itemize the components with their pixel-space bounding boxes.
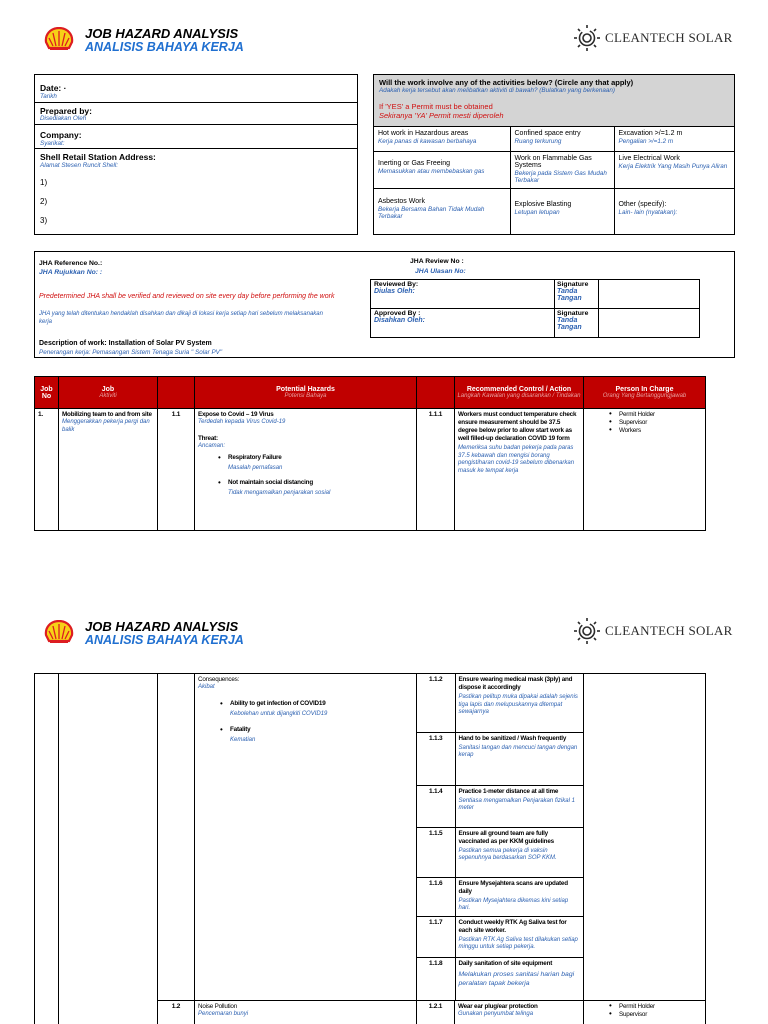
page-title: JOB HAZARD ANALYSIS: [85, 619, 239, 634]
signature-cell: Signature Tanda Tangan: [555, 309, 599, 338]
review-sub: JHA Ulasan No:: [415, 268, 466, 275]
control-row: 1.1.5 Ensure all ground team are fully vaccinated as per KKM guidelines Pastikan semua pekerja di vaksin sepenuhnya berdasarkan SOP KKM.: [417, 827, 583, 877]
shell-logo: [44, 27, 74, 56]
ref-label: JHA Reference No.:: [39, 260, 103, 267]
predetermined-sub: JHA yang telah ditentukan hendaklah disahkan dan dikaji di lokasi kerja setiap hari sebelum melaksanakan kerja: [39, 311, 323, 325]
shell-logo-icon: [44, 27, 74, 51]
permit-cell[interactable]: Live Electrical Work Kerja Elektrik Yang Masih Punya Aliran: [614, 151, 734, 188]
approval-table: [370, 279, 700, 338]
shell-logo: [44, 620, 74, 649]
col-job: Job Aktiviti: [59, 377, 158, 409]
permit-header: [374, 75, 734, 127]
hazard-number-empty: [158, 674, 195, 1001]
job-number: 1.: [35, 409, 59, 531]
person-cell: [584, 409, 706, 531]
company-sub: Syarikat:: [40, 140, 65, 147]
address-label: Shell Retail Station Address:: [40, 152, 156, 162]
job-cell: Mobilizing team to and from site Menggerakkan pekerja pergi dan balik: [59, 409, 158, 531]
sun-logo-icon: [572, 25, 602, 51]
col-hazards: Potential Hazards Potensi Bahaya: [195, 377, 417, 409]
work-description-sub: Penerangan kerja: Pemasangan Sistem Tenaga Suria " Solar PV": [39, 349, 223, 356]
col-spacer: [417, 377, 455, 409]
person-item: • Supervisor: [609, 1011, 702, 1019]
permit-cell[interactable]: Confined space entry Ruang terkurung: [510, 127, 614, 151]
control-row: 1.1.2 Ensure wearing medical mask (3ply) and dispose it accordingly Pastikan pelitup muka dipakai adalah sejenis tiga lapis dan melupuskannya ditempat sewajarnya: [417, 674, 583, 732]
signature-field[interactable]: [599, 309, 700, 338]
hazard-cell: Expose to Covid – 19 Virus Terdedah kepada Virus Covid-19 Threat: Ancaman: • Respiratory Failure Masalah pernafasan • Not maintain social distancing Tidak mengamalkan penjarakan sosial: [195, 409, 417, 531]
person-cell-empty: [584, 674, 706, 1001]
hazard-number: 1.2: [158, 1001, 195, 1024]
control-number: 1.1.1: [417, 409, 455, 531]
prepared-row: [35, 103, 357, 125]
shell-logo-icon: [44, 620, 74, 644]
col-control: Recommended Control / Action Langkah Kawalan yang disarankan / Tindakan: [455, 377, 584, 409]
person-item: • Supervisor: [609, 419, 702, 427]
hazard-number: 1.1: [158, 409, 195, 531]
address-line-2: 2): [40, 197, 48, 206]
permit-question-sub: Adakah kerja tersebut akan melibatkan aktiviti di bawah? (Bulatkan yang berkenaan): [379, 87, 615, 94]
permit-cell[interactable]: Excavation >/=1.2 m Pengalian >/=1.2 m: [614, 127, 734, 151]
address-sub: Alamat Stesen Runcit Shell:: [40, 162, 119, 169]
page-subtitle: ANALISIS BAHAYA KERJA: [85, 40, 244, 54]
control-cell: Wear ear plug/ear protection Gunakan penyumbat telinga: [455, 1001, 584, 1024]
col-spacer: [158, 377, 195, 409]
job-number-empty: [35, 674, 59, 1024]
hazard-cell: Noise Pollution Pencemaran bunyi: [195, 1001, 417, 1024]
address-row: [35, 149, 357, 225]
permit-yes-sub: Sekiranya 'YA' Permit mesti diperoleh: [379, 111, 504, 120]
company-row: [35, 125, 357, 149]
reference-box: [34, 251, 735, 358]
address-line-3: 3): [40, 216, 48, 225]
permit-box: [373, 74, 735, 235]
permit-cell[interactable]: Work on Flammable Gas Systems Bekerja pada Sistem Gas Mudah Terbakar: [510, 151, 614, 188]
control-cell: Workers must conduct temperature check ensure measurement should be 37.5 degree below prior to allow start work as well filled-up declaration COVID 19 form Memeriksa suhu badan pekerja pada paras 37.5 kebawah dan mengisi borang pengistiharan covid-19 sebelum dibenarkan masuk ke tempat kerja: [455, 409, 584, 531]
date-label: Date: ·: [40, 83, 67, 93]
page-subtitle: ANALISIS BAHAYA KERJA: [85, 633, 244, 647]
person-item: • Permit Holder: [609, 1003, 702, 1011]
cleantech-logo: [572, 618, 733, 644]
control-group: [417, 674, 584, 1001]
date-row: [35, 75, 357, 103]
signature-cell: Signature Tanda Tangan: [555, 280, 599, 309]
cleantech-logo: [572, 25, 733, 51]
person-item: • Permit Holder: [609, 411, 702, 419]
company-label: Company:: [40, 130, 82, 140]
page-title: JOB HAZARD ANALYSIS: [85, 26, 239, 41]
signature-field[interactable]: [599, 280, 700, 309]
address-line-1: 1): [40, 178, 48, 187]
permit-cell[interactable]: Other (specify): Lain- lain (nyatakan):: [614, 188, 734, 234]
control-row: 1.1.3 Hand to be sanitized / Wash frequently Sanitasi tangan dan mencuci tangan dengan kerap: [417, 732, 583, 785]
control-row: 1.1.4 Practice 1-meter distance at all time Sentiasa mengamalkan Penjarakan fizikal 1 meter: [417, 785, 583, 827]
table-row: [35, 409, 706, 531]
permit-yes-line: If 'YES' a Permit must be obtained: [379, 102, 493, 111]
col-job-no: Job No: [35, 377, 59, 409]
permit-question: Will the work involve any of the activities below? (Circle any that apply): [379, 78, 634, 87]
permit-cell[interactable]: Explosive Blasting Letupan letupan: [510, 188, 614, 234]
review-label: JHA Review No :: [410, 258, 464, 265]
prepared-sub: Disediakan Oleh: [40, 115, 87, 122]
control-row: 1.1.8 Daily sanitation of site equipment Melakukan proses sanitasi harian bagi peralatan tapak bekerja: [417, 957, 583, 1000]
ref-sub: JHA Rujukkan No: :: [39, 269, 103, 276]
work-description: Description of work: Installation of Solar PV System: [39, 340, 212, 347]
control-list: [417, 674, 583, 1000]
person-item: • Workers: [609, 427, 702, 435]
hazard-table-continued: [34, 673, 706, 1024]
reviewed-cell: Reviewed By: Diulas Oleh:: [371, 280, 555, 309]
permit-grid: [374, 127, 734, 234]
date-sub: Tarikh: [40, 93, 57, 100]
prepared-label: Prepared by:: [40, 106, 92, 116]
brand-name: CLEANTECH SOLAR: [605, 30, 733, 45]
control-row: 1.1.6 Ensure Mysejahtera scans are updated daily Pastikan Mysejahtera dikemas kini setiap hari.: [417, 877, 583, 916]
approved-cell: Approved By : Disahkan Oleh:: [371, 309, 555, 338]
control-row: 1.1.7 Conduct weekly RTK Ag Saliva test for each site worker. Pastikan RTK Ag Saliva test dilakukan setiap minggu untuk setiap pekerja.: [417, 916, 583, 957]
person-cell: [584, 1001, 706, 1024]
sun-logo-icon: [572, 618, 602, 644]
hazard-table: [34, 376, 706, 531]
col-person: Person In Charge Orang Yang Bertanggungjawab: [584, 377, 706, 409]
job-cell-empty: [59, 674, 158, 1024]
hazard-cell: Consequences: Akibat • Ability to get infection of COVID19 Kebolehan untuk dijangkiti COVID19 • Fatality Kematian: [195, 674, 417, 1001]
permit-cell[interactable]: Asbestos Work Bekerja Bersama Bahan Tidak Mudah Terbakar: [374, 188, 510, 234]
permit-cell[interactable]: Hot work in Hazardous areas Kerja panas di kawasan berbahaya: [374, 127, 510, 151]
control-number: 1.2.1: [417, 1001, 455, 1024]
predetermined-note: Predetermined JHA shall be verified and reviewed on site every day before performing the work: [39, 293, 335, 300]
info-box: [34, 74, 358, 235]
table-row: [35, 674, 706, 1001]
permit-cell[interactable]: Inerting or Gas Freeing Memasukkan atau membebaskan gas: [374, 151, 510, 188]
brand-name: CLEANTECH SOLAR: [605, 623, 733, 638]
